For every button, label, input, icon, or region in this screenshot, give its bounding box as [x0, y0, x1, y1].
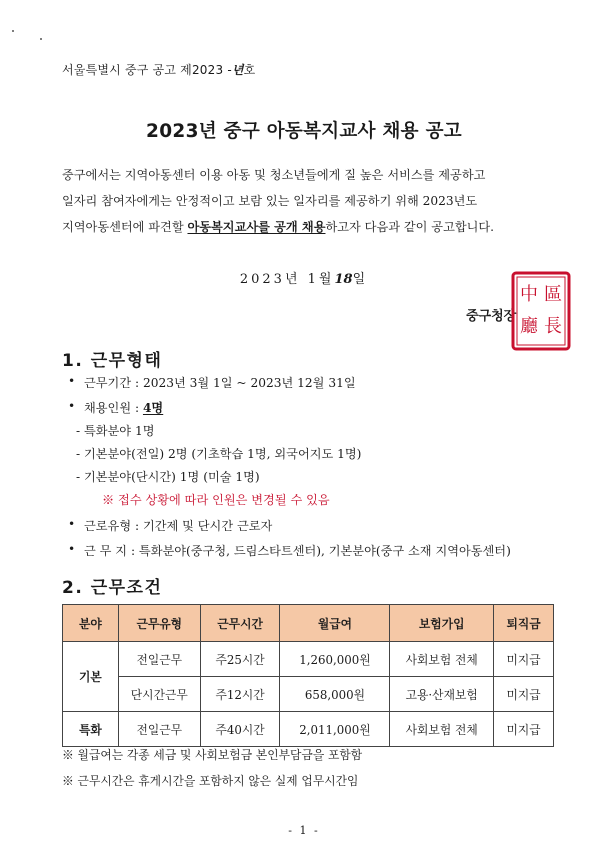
headcount [70, 399, 163, 416]
headcount-basic-part: - 기본분야(단시간) 1명 (미술 1명) [76, 470, 260, 484]
scan-speck [12, 30, 14, 32]
table-cell: 미지급 [494, 642, 554, 677]
intro-text: 하고자 다음과 같이 공고합니다. [325, 220, 495, 234]
employment-type-text: 근로유형 : 기간제 및 단시간 근로자 [84, 519, 273, 533]
table-row [63, 642, 554, 677]
seal-char: 中 [520, 284, 538, 305]
table-cell: 주40시간 [200, 712, 280, 747]
table-cell: 미지급 [494, 677, 554, 712]
column-header: 퇴직금 [494, 605, 554, 642]
headcount-label: 채용인원 : [84, 401, 143, 415]
notice-prefix: 서울특별시 중구 공고 제2023 - [62, 63, 232, 77]
headcount-note: ※ 접수 상황에 따라 인원은 변경될 수 있음 [102, 493, 330, 507]
document-title: 2023년 중구 아동복지교사 채용 공고 [146, 121, 462, 142]
category-cell: 특화 [63, 712, 119, 747]
table-cell: 전일근무 [118, 712, 200, 747]
section-heading-work-type: 1. 근무형태 [62, 351, 163, 371]
column-header: 근무시간 [200, 605, 280, 642]
headcount-value: 4명 [142, 401, 164, 415]
notice-handwritten-number: 년 [231, 63, 244, 77]
seal-char: 廳 [520, 316, 538, 337]
table-cell: 사회보험 전체 [390, 712, 494, 747]
table-cell: 전일근무 [118, 642, 200, 677]
intro-line [62, 214, 558, 240]
table-row [63, 677, 554, 712]
issuer-name: 중구청장 [466, 309, 517, 324]
table-cell: 주25시간 [200, 642, 280, 677]
notice-suffix: 호 [243, 63, 256, 77]
intro-line: 중구에서는 지역아동센터 이용 아동 및 청소년들에게 질 높은 서비스를 제공하고 [62, 168, 486, 182]
column-header: 분야 [63, 605, 119, 642]
table-cell: 미지급 [494, 712, 554, 747]
table-cell: 사회보험 전체 [390, 642, 494, 677]
notice-number [62, 61, 255, 78]
official-seal-icon [510, 270, 572, 352]
table-cell: 2,011,000원 [280, 712, 390, 747]
work-location-text: 근 무 지 : 특화분야(중구청, 드림스타트센터), 기본분야(중구 소재 지역아동센터) [84, 544, 511, 558]
scan-speck [40, 38, 42, 40]
column-header: 월급여 [280, 605, 390, 642]
date-handwritten-day: 18 [334, 272, 353, 287]
intro-line: 일자리 참여자에게는 안정적이고 보람 있는 일자리를 제공하기 위해 2023년도 [62, 194, 478, 208]
date-prefix: 2023년 1월 [239, 272, 335, 287]
hours-note: ※ 근무시간은 휴게시간을 포함하지 않은 실제 업무시간임 [62, 774, 359, 788]
employment-type [70, 517, 272, 534]
headcount-special: - 특화분야 1명 [76, 424, 155, 438]
intro-paragraph [62, 162, 558, 240]
conditions-notes [62, 742, 362, 794]
work-period-text: 근무기간 : 2023년 3월 1일 ~ 2023년 12월 31일 [84, 376, 356, 390]
table-cell: 주12시간 [200, 677, 280, 712]
work-period [70, 374, 356, 391]
intro-emphasis: 아동복지교사를 공개 채용 [187, 220, 326, 234]
intro-text: 지역아동센터에 파견할 [62, 220, 188, 234]
category-cell: 기본 [63, 642, 119, 712]
table-cell: 658,000원 [280, 677, 390, 712]
column-header: 보험가입 [390, 605, 494, 642]
salary-note: ※ 월급여는 각종 세금 및 사회보험금 본인부담금을 포함함 [62, 748, 363, 762]
seal-char: 長 [544, 316, 562, 337]
conditions-table [62, 604, 554, 747]
headcount-basic-full: - 기본분야(전일) 2명 (기초학습 1명, 외국어지도 1명) [76, 447, 362, 461]
page-number: - 1 - [288, 824, 320, 837]
table-cell: 1,260,000원 [280, 642, 390, 677]
table-cell: 고용·산재보험 [390, 677, 494, 712]
table-cell: 단시간근무 [118, 677, 200, 712]
date-suffix: 일 [352, 272, 369, 287]
section-heading-conditions: 2. 근무조건 [62, 578, 163, 598]
table-header-row [63, 605, 554, 642]
column-header: 근무유형 [118, 605, 200, 642]
seal-char: 區 [544, 284, 562, 305]
work-location [70, 542, 511, 559]
